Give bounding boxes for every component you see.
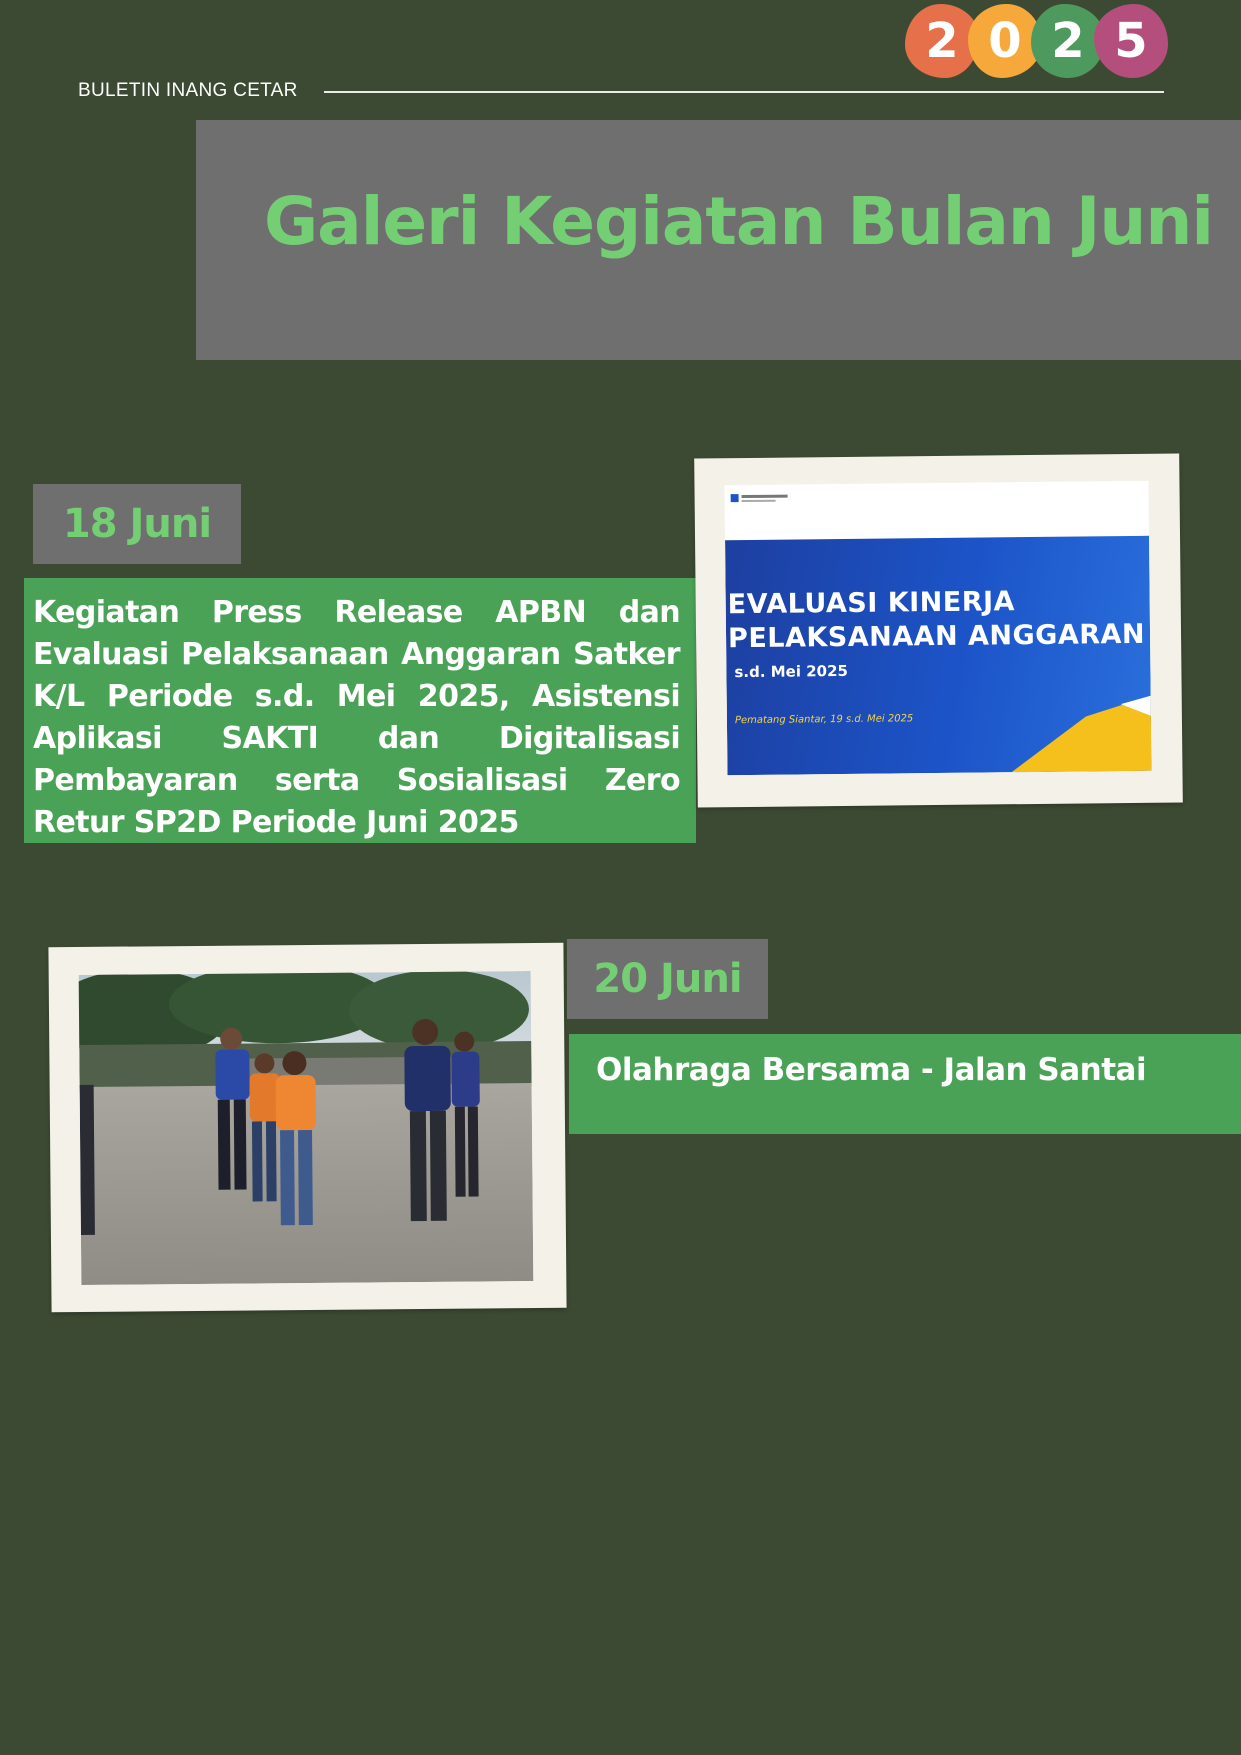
- year-digit: 2: [905, 4, 979, 78]
- event-description: Olahraga Bersama - Jalan Santai: [596, 1052, 1147, 1088]
- slide-title-line: PELAKSANAAN ANGGARAN: [727, 618, 1146, 655]
- slide-subtitle: s.d. Mei 2025: [734, 661, 849, 682]
- slide-photo: [724, 481, 1151, 775]
- header-divider: [324, 91, 1164, 93]
- year-digit: 2: [1031, 4, 1105, 78]
- year-digit: 0: [968, 4, 1042, 78]
- event-description-panel: [24, 578, 696, 843]
- slide-title-line: EVALUASI KINERJA: [727, 586, 1016, 621]
- page-title: Galeri Kegiatan Bulan Juni: [263, 183, 1213, 260]
- group-walk-photo: [79, 971, 534, 1285]
- event-description-panel: [569, 1034, 1241, 1134]
- event-description: Kegiatan Press Release APBN dan Evaluasi Pelaksanaan Anggaran Satker K/L Periode s.d. Mei 2025, Asistensi Aplikasi SAKTI dan Digitalisasi Pembayaran serta Sosialisasi Zero Retur SP2D Periode Juni 2025: [33, 595, 680, 840]
- event-date-tag: 20 Juni: [567, 939, 768, 1019]
- event-photo-frame: [48, 943, 566, 1312]
- ministry-logo: [731, 493, 791, 508]
- event-photo-frame: [694, 453, 1183, 807]
- slide-corner-decoration: [1011, 696, 1152, 772]
- slide-caption: Pematang Siantar, 19 s.d. Mei 2025: [734, 713, 914, 727]
- event-date-tag: 18 Juni: [33, 484, 241, 564]
- year-badge: [905, 4, 1175, 82]
- year-digit: 5: [1094, 4, 1168, 78]
- bulletin-name: BULETIN INANG CETAR: [78, 80, 298, 101]
